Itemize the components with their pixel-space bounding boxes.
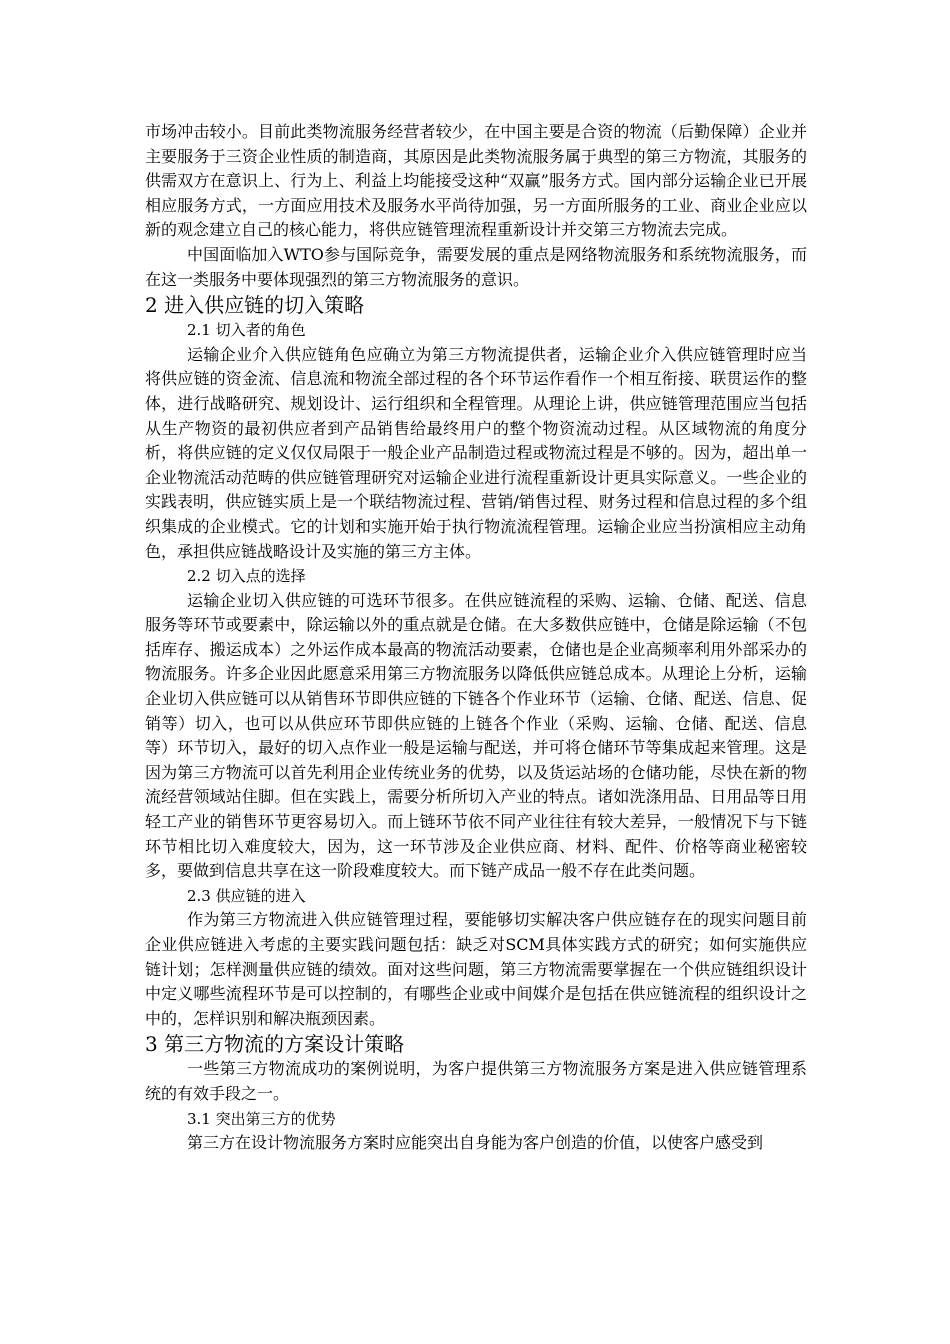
paragraph-wto: 中国面临加入WTO参与国际竞争，需要发展的重点是网络物流服务和系统物流服务，而在这一类服务中要体现强烈的第三方物流服务的意识。 bbox=[145, 244, 807, 289]
subsection-heading-2-3: 2.3 供应链的进入 bbox=[187, 886, 306, 905]
subsection-heading-3-1: 3.1 突出第三方的优势 bbox=[187, 1109, 336, 1128]
subsection-heading-2-2: 2.2 切入点的选择 bbox=[187, 567, 306, 586]
paragraph-advantage: 第三方在设计物流服务方案时应能突出自身能为客户创造的价值，以使客户感受到 bbox=[187, 1133, 764, 1153]
paragraph-market-impact: 市场冲击较小。目前此类物流服务经营者较少，在中国主要是合资的物流（后勤保障）企业并主要服务于三资企业性质的制造商，其原因是此类物流服务属于典型的第三方物流，其服务的供需双方在意识上、行为上、利益上均能接受这种“双赢”服务方式。国内部分运输企业已开展相应服务方式，一方面应用技术及服务水平尚待加强，另一方面所服务的工业、商业企业应以新的观念建立自己的核心能力，将供应链管理流程重新设计并交第三方物流去完成。 bbox=[145, 122, 807, 240]
paragraph-entry-point: 运输企业切入供应链的可选环节很多。在供应链流程的采购、运输、仓储、配送、信息服务等环节或要素中，除运输以外的重点就是仓储。在大多数供应链中，仓储是除运输（不包括库存、搬运成本）之外运作成本最高的物流活动要素，仓储也是企业高频率利用外部采办的物流服务。许多企业因此愿意采用第三方物流服务以降低供应链总成本。从理论上分析，运输企业切入供应链可以从销售环节即供应链的下链各个作业环节（运输、仓储、配送、信息、促销等）切入，也可以从供应环节即供应链的上链各个作业（采购、运输、仓储、配送、信息等）环节切入，最好的切入点作业一般是运输与配送，并可将仓储环节等集成起来管理。这是因为第三方物流可以首先利用企业传统业务的优势，以及货运站场的仓储功能，尽快在新的物流经营领域站住脚。但在实践上，需要分析所切入产业的特点。诸如洗涤用品、日用品等日用轻工产业的销售环节更容易切入。而上链环节依不同产业往往有较大差异，一般情况下与下链环节相比切入难度较大，因为，这一环节涉及企业供应商、材料、配件、价格等商业秘密较多，要做到信息共享在这一阶段难度较大。而下链产成品一般不存在此类问题。 bbox=[145, 590, 807, 881]
section-heading-2: 2 进入供应链的切入策略 bbox=[145, 293, 365, 318]
subsection-heading-2-1: 2.1 切入者的角色 bbox=[187, 321, 306, 340]
paragraph-supply-chain-entry: 作为第三方物流进入供应链管理过程，要能够切实解决客户供应链存在的现实问题目前企业供应链进入考虑的主要实践问题包括：缺乏对SCM具体实践方式的研究；如何实施供应链计划；怎样测量供应链的绩效。面对这些问题，第三方物流需要掌握在一个供应链组织设计中定义哪些流程环节是可以控制的，有哪些企业或中间媒介是包括在供应链流程的组织设计之中的，怎样识别和解决瓶颈因素。 bbox=[145, 910, 807, 1028]
document-page bbox=[145, 120, 807, 1156]
paragraph-case-studies: 一些第三方物流成功的案例说明，为客户提供第三方物流服务方案是进入供应链管理系统的有效手段之一。 bbox=[145, 1059, 807, 1103]
section-heading-3: 3 第三方物流的方案设计策略 bbox=[145, 1032, 405, 1057]
paragraph-role: 运输企业介入供应链角色应确立为第三方物流提供者，运输企业介入供应链管理时应当将供应链的资金流、信息流和物流全部过程的各个环节运作看作一个相互衔接、联贯运作的整体，进行战略研究、规划设计、运行组织和全程管理。从理论上讲，供应链管理范围应当包括从生产物资的最初供应者到产品销售给最终用户的整个物资流动过程。从区域物流的角度分析，将供应链的定义仅仅局限于一般企业产品制造过程或物流过程是不够的。因为，超出单一企业物流活动范畴的供应链管理研究对运输企业进行流程重新设计更具实际意义。一些企业的实践表明，供应链实质上是一个联结物流过程、营销/销售过程、财务过程和信息过程的多个组织集成的企业模式。它的计划和实施开始于执行物流流程管理。运输企业应当扮演相应主动角色，承担供应链战略设计及实施的第三方主体。 bbox=[145, 344, 807, 561]
